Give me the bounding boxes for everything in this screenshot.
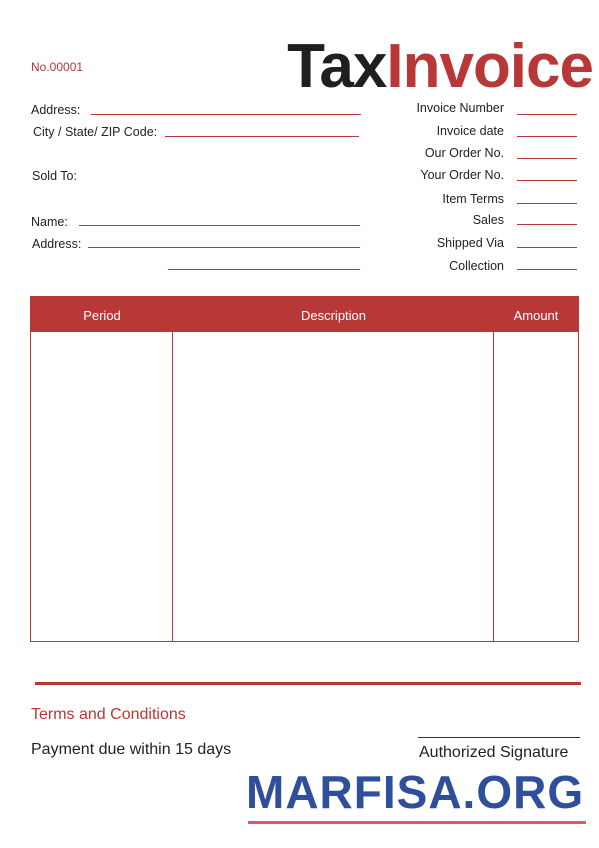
description-cell[interactable] [173, 330, 493, 641]
signature-line[interactable] [418, 737, 580, 738]
address-field[interactable] [91, 114, 361, 115]
item-terms-field[interactable] [517, 203, 577, 204]
shipped-via-label: Shipped Via [436, 236, 504, 250]
footer-divider [35, 682, 581, 685]
column-header-description: Description [300, 308, 367, 323]
name-label: Name: [31, 215, 68, 229]
sales-field[interactable] [517, 224, 577, 225]
address2-extra-field[interactable] [168, 269, 360, 270]
our-order-field[interactable] [517, 158, 577, 159]
invoice-table [30, 296, 579, 642]
amount-cell[interactable] [494, 330, 578, 641]
column-header-amount: Amount [513, 308, 559, 323]
city-state-zip-field[interactable] [165, 136, 359, 137]
column-header-period: Period [83, 308, 121, 323]
invoice-date-label: Invoice date [436, 124, 504, 138]
collection-label: Collection [449, 259, 504, 273]
sales-label: Sales [472, 213, 504, 227]
name-field[interactable] [79, 225, 360, 226]
invoice-number-field[interactable] [517, 114, 577, 115]
item-terms-label: Item Terms [442, 192, 504, 206]
brand-logo: MARFISA.ORG [246, 766, 585, 818]
signature-label: Authorized Signature [419, 744, 569, 761]
address2-label: Address: [32, 237, 82, 251]
sold-to-label: Sold To: [32, 169, 77, 183]
title-tax: Tax [287, 32, 387, 101]
invoice-number: No.00001 [31, 60, 84, 74]
your-order-field[interactable] [517, 180, 577, 181]
shipped-via-field[interactable] [517, 247, 577, 248]
our-order-label: Our Order No. [424, 146, 504, 160]
period-cell[interactable] [31, 330, 172, 641]
collection-field[interactable] [517, 269, 577, 270]
document-title [287, 32, 593, 101]
your-order-label: Your Order No. [420, 168, 504, 182]
terms-text: Payment due within 15 days [31, 741, 232, 758]
address2-field[interactable] [88, 247, 360, 248]
table-header [31, 297, 578, 332]
title-invoice: Invoice [386, 32, 593, 101]
invoice-date-field[interactable] [517, 136, 577, 137]
address-label: Address: [31, 103, 81, 117]
invoice-number-label: Invoice Number [416, 101, 504, 115]
terms-title: Terms and Conditions [31, 706, 186, 723]
brand-underline [248, 821, 586, 824]
city-state-zip-label: City / State/ ZIP Code: [33, 125, 158, 139]
